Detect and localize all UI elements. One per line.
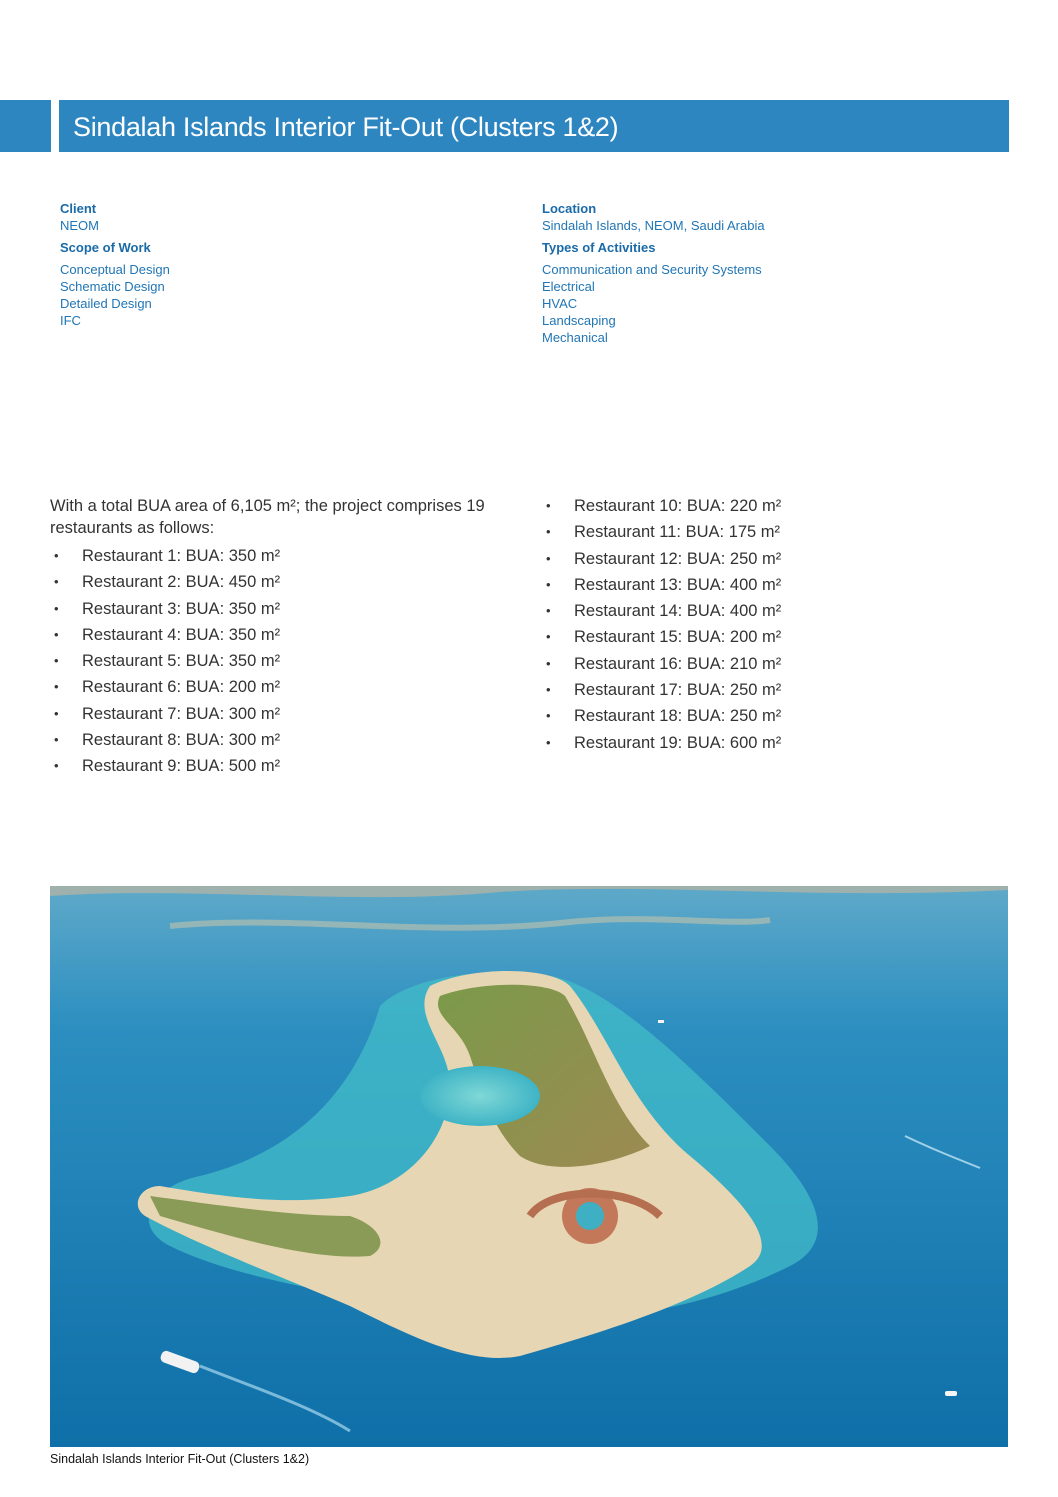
list-item: • Restaurant 5: BUA: 350 m²	[50, 648, 530, 674]
list-item: • Restaurant 2: BUA: 450 m²	[50, 569, 530, 595]
restaurant-list-left	[50, 543, 530, 780]
scope-item: Detailed Design	[60, 296, 152, 311]
activities-label: Types of Activities	[542, 240, 656, 255]
scope-item: Conceptual Design	[60, 262, 170, 277]
restaurants-column-left	[50, 495, 530, 780]
meta-right	[542, 200, 765, 346]
meta-left	[60, 200, 170, 329]
activity-item: Mechanical	[542, 330, 608, 345]
intro-paragraph: With a total BUA area of 6,105 m²; the project comprises 19 restaurants as follows:	[50, 497, 485, 537]
header-tab-accent	[0, 100, 51, 152]
client-value: NEOM	[60, 218, 99, 233]
list-item: • Restaurant 13: BUA: 400 m²	[542, 572, 942, 598]
restaurants-column-right	[542, 493, 942, 756]
restaurant-list-right	[542, 493, 942, 756]
list-item: • Restaurant 18: BUA: 250 m²	[542, 703, 942, 729]
activity-item: Electrical	[542, 279, 595, 294]
list-item: • Restaurant 4: BUA: 350 m²	[50, 622, 530, 648]
photo-caption: Sindalah Islands Interior Fit-Out (Clusters 1&2)	[50, 1452, 310, 1466]
island-illustration	[50, 886, 1008, 1447]
list-item: • Restaurant 12: BUA: 250 m²	[542, 546, 942, 572]
scope-item: IFC	[60, 313, 81, 328]
list-item: • Restaurant 1: BUA: 350 m²	[50, 543, 530, 569]
list-item: • Restaurant 9: BUA: 500 m²	[50, 753, 530, 779]
list-item: • Restaurant 7: BUA: 300 m²	[50, 701, 530, 727]
list-item: • Restaurant 11: BUA: 175 m²	[542, 519, 942, 545]
scope-label: Scope of Work	[60, 240, 151, 255]
activity-item: Communication and Security Systems	[542, 262, 762, 277]
list-item: • Restaurant 15: BUA: 200 m²	[542, 624, 942, 650]
list-item: • Restaurant 10: BUA: 220 m²	[542, 493, 942, 519]
activity-item: Landscaping	[542, 313, 616, 328]
location-value: Sindalah Islands, NEOM, Saudi Arabia	[542, 218, 765, 233]
scope-item: Schematic Design	[60, 279, 165, 294]
activity-item: HVAC	[542, 296, 578, 311]
list-item: • Restaurant 8: BUA: 300 m²	[50, 727, 530, 753]
list-item: • Restaurant 16: BUA: 210 m²	[542, 651, 942, 677]
client-label: Client	[60, 201, 97, 216]
list-item: • Restaurant 14: BUA: 400 m²	[542, 598, 942, 624]
location-label: Location	[542, 201, 597, 216]
list-item: • Restaurant 19: BUA: 600 m²	[542, 730, 942, 756]
list-item: • Restaurant 6: BUA: 200 m²	[50, 674, 530, 700]
page-title: Sindalah Islands Interior Fit-Out (Clusters 1&2)	[73, 112, 619, 142]
list-item: • Restaurant 17: BUA: 250 m²	[542, 677, 942, 703]
island-aerial-photo	[50, 886, 1008, 1447]
title-banner	[59, 100, 1009, 152]
list-item: • Restaurant 3: BUA: 350 m²	[50, 596, 530, 622]
